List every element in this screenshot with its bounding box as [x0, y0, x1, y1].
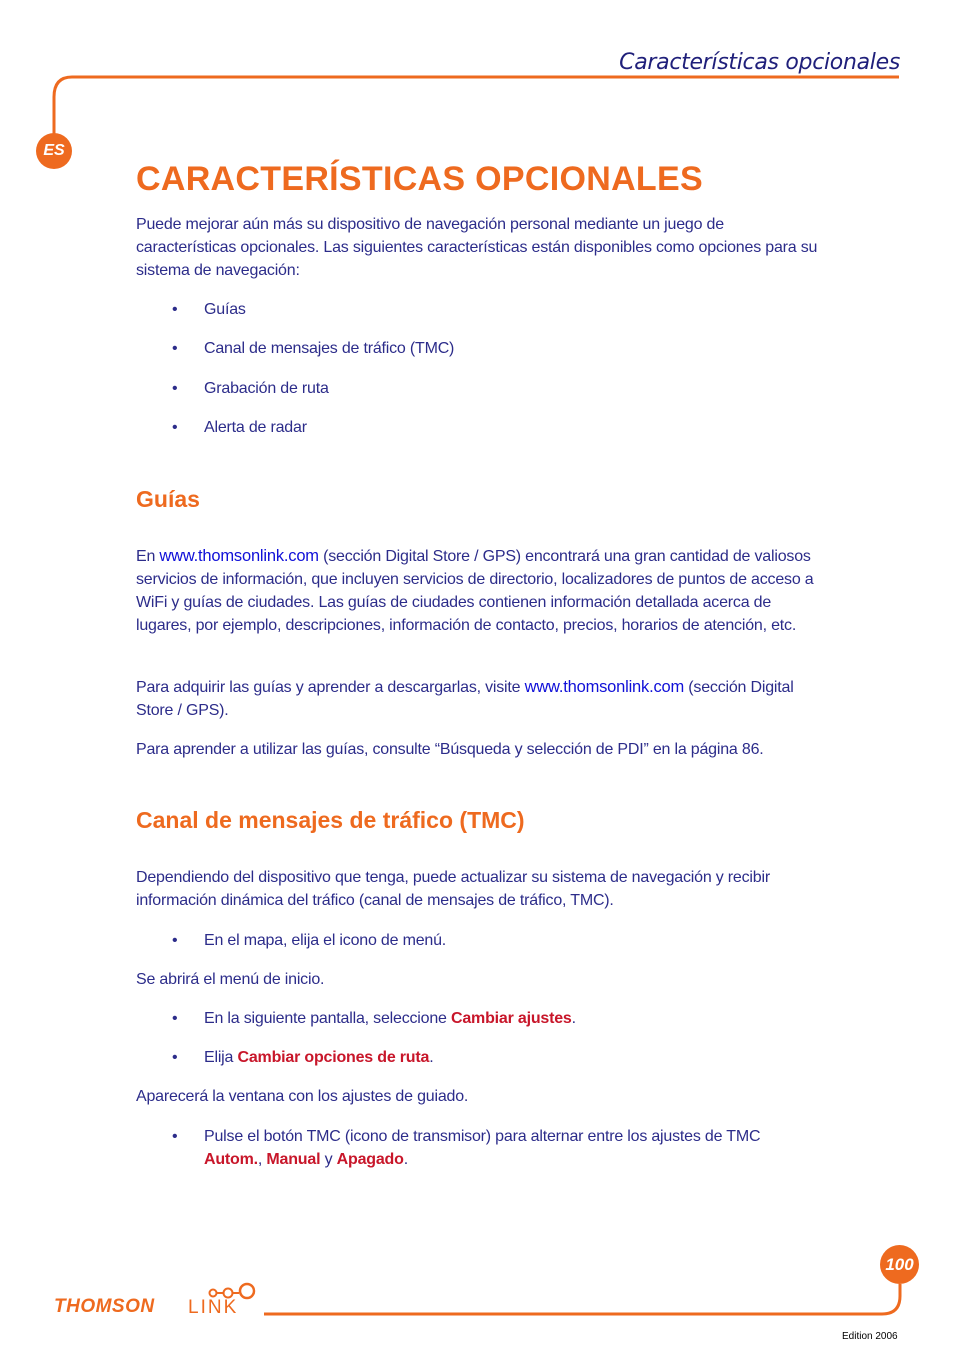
edition-label: Edition 2006 — [842, 1331, 898, 1342]
footer-rule — [264, 1284, 900, 1314]
bullet-icon: • — [172, 380, 178, 397]
list-item-text — [172, 1046, 822, 1069]
list-item — [172, 298, 822, 321]
list-item — [172, 1046, 822, 1069]
text-run: En — [136, 548, 156, 565]
text-run: En la siguiente pantalla, seleccione — [204, 1010, 447, 1027]
list-item-text: En el mapa, elija el icono de menú. — [204, 932, 447, 949]
bullet-icon: • — [172, 419, 178, 436]
list-item-text: Alerta de radar — [204, 419, 307, 436]
bullet-icon: • — [172, 1128, 178, 1145]
list-item-text — [172, 1007, 822, 1030]
list-item — [172, 377, 822, 400]
header-rule — [54, 77, 899, 140]
list-item — [172, 337, 822, 360]
manual-emphasis: Manual — [266, 1151, 321, 1168]
list-item — [172, 416, 822, 439]
text-run: Para adquirir las guías y aprender a descargarlas, visite — [136, 679, 521, 696]
text-run: . — [403, 1151, 408, 1168]
thomson-logo-link-wordmark: LINK — [188, 1297, 239, 1318]
thomsonlink-link[interactable]: www.thomsonlink.com — [159, 547, 319, 565]
autom-emphasis: Autom. — [204, 1151, 258, 1168]
guias-paragraph-2 — [136, 676, 826, 722]
section-heading-tmc: Canal de mensajes de tráfico (TMC) — [136, 807, 525, 833]
tmc-paragraph-2: Se abrirá el menú de inicio. — [136, 971, 325, 988]
text-run: Elija — [204, 1049, 234, 1066]
list-item — [172, 1007, 822, 1030]
list-item-text: Canal de mensajes de tráfico (TMC) — [204, 340, 455, 357]
tmc-paragraph-1: Dependiendo del dispositivo que tenga, puede actualizar su sistema de navegación y recibir información dinámica del tráfico (canal de mensajes de tráfico, TMC). — [136, 869, 770, 909]
bullet-icon: • — [172, 340, 178, 357]
intro-paragraph: Puede mejorar aún más su dispositivo de navegación personal mediante un juego de características opcionales. Las siguientes características están disponibles como opciones para su sistema de navegación: — [136, 216, 818, 279]
text-run: , — [257, 1151, 263, 1168]
tmc-paragraph-3: Aparecerá la ventana con los ajustes de guiado. — [136, 1088, 469, 1105]
cambiar-opciones-ruta-emphasis: Cambiar opciones de ruta — [237, 1049, 430, 1066]
bullet-icon: • — [172, 932, 178, 949]
list-item — [172, 1125, 822, 1171]
apagado-emphasis: Apagado — [336, 1151, 404, 1168]
page-title: CARACTERÍSTICAS OPCIONALES — [136, 160, 703, 198]
guias-paragraph-3: Para aprender a utilizar las guías, consulte “Búsqueda y selección de PDI” en la página 86. — [136, 741, 764, 758]
bullet-icon: • — [172, 1049, 178, 1066]
language-badge: ES — [36, 133, 72, 169]
guias-paragraph-1 — [136, 545, 826, 637]
running-header-title: Características opcionales — [619, 50, 900, 75]
thomson-logo: THOMSON — [54, 1296, 155, 1317]
list-item — [172, 929, 822, 952]
thomsonlink-link[interactable]: www.thomsonlink.com — [524, 678, 685, 696]
page-number-badge: 100 — [880, 1245, 919, 1284]
text-run: . — [571, 1010, 576, 1027]
text-run: (sección Digital Store / GPS) encontrará una gran cantidad de valiosos servicios de información, que incluyen servicios de directorio, localizadores de puntos de acceso a WiFi y guías de ciudades. Las guías de ciudades contienen información detallada acerca de lugares, por ejemplo, descripciones, información de contacto, precios, horarios de atención, etc. — [136, 548, 814, 634]
list-item-text: Grabación de ruta — [204, 380, 329, 397]
text-run: . — [429, 1049, 434, 1066]
text-run: (sección Digital Store / GPS). — [136, 679, 794, 719]
list-item-text: Guías — [204, 301, 246, 318]
text-run: y — [324, 1151, 333, 1168]
text-run: Pulse el botón TMC (icono de transmisor) para alternar entre los ajustes de TMC — [204, 1128, 761, 1145]
list-item-text — [172, 1125, 822, 1171]
cambiar-ajustes-emphasis: Cambiar ajustes — [451, 1010, 572, 1027]
bullet-icon: • — [172, 1010, 178, 1027]
section-heading-guias: Guías — [136, 486, 200, 512]
bullet-icon: • — [172, 301, 178, 318]
